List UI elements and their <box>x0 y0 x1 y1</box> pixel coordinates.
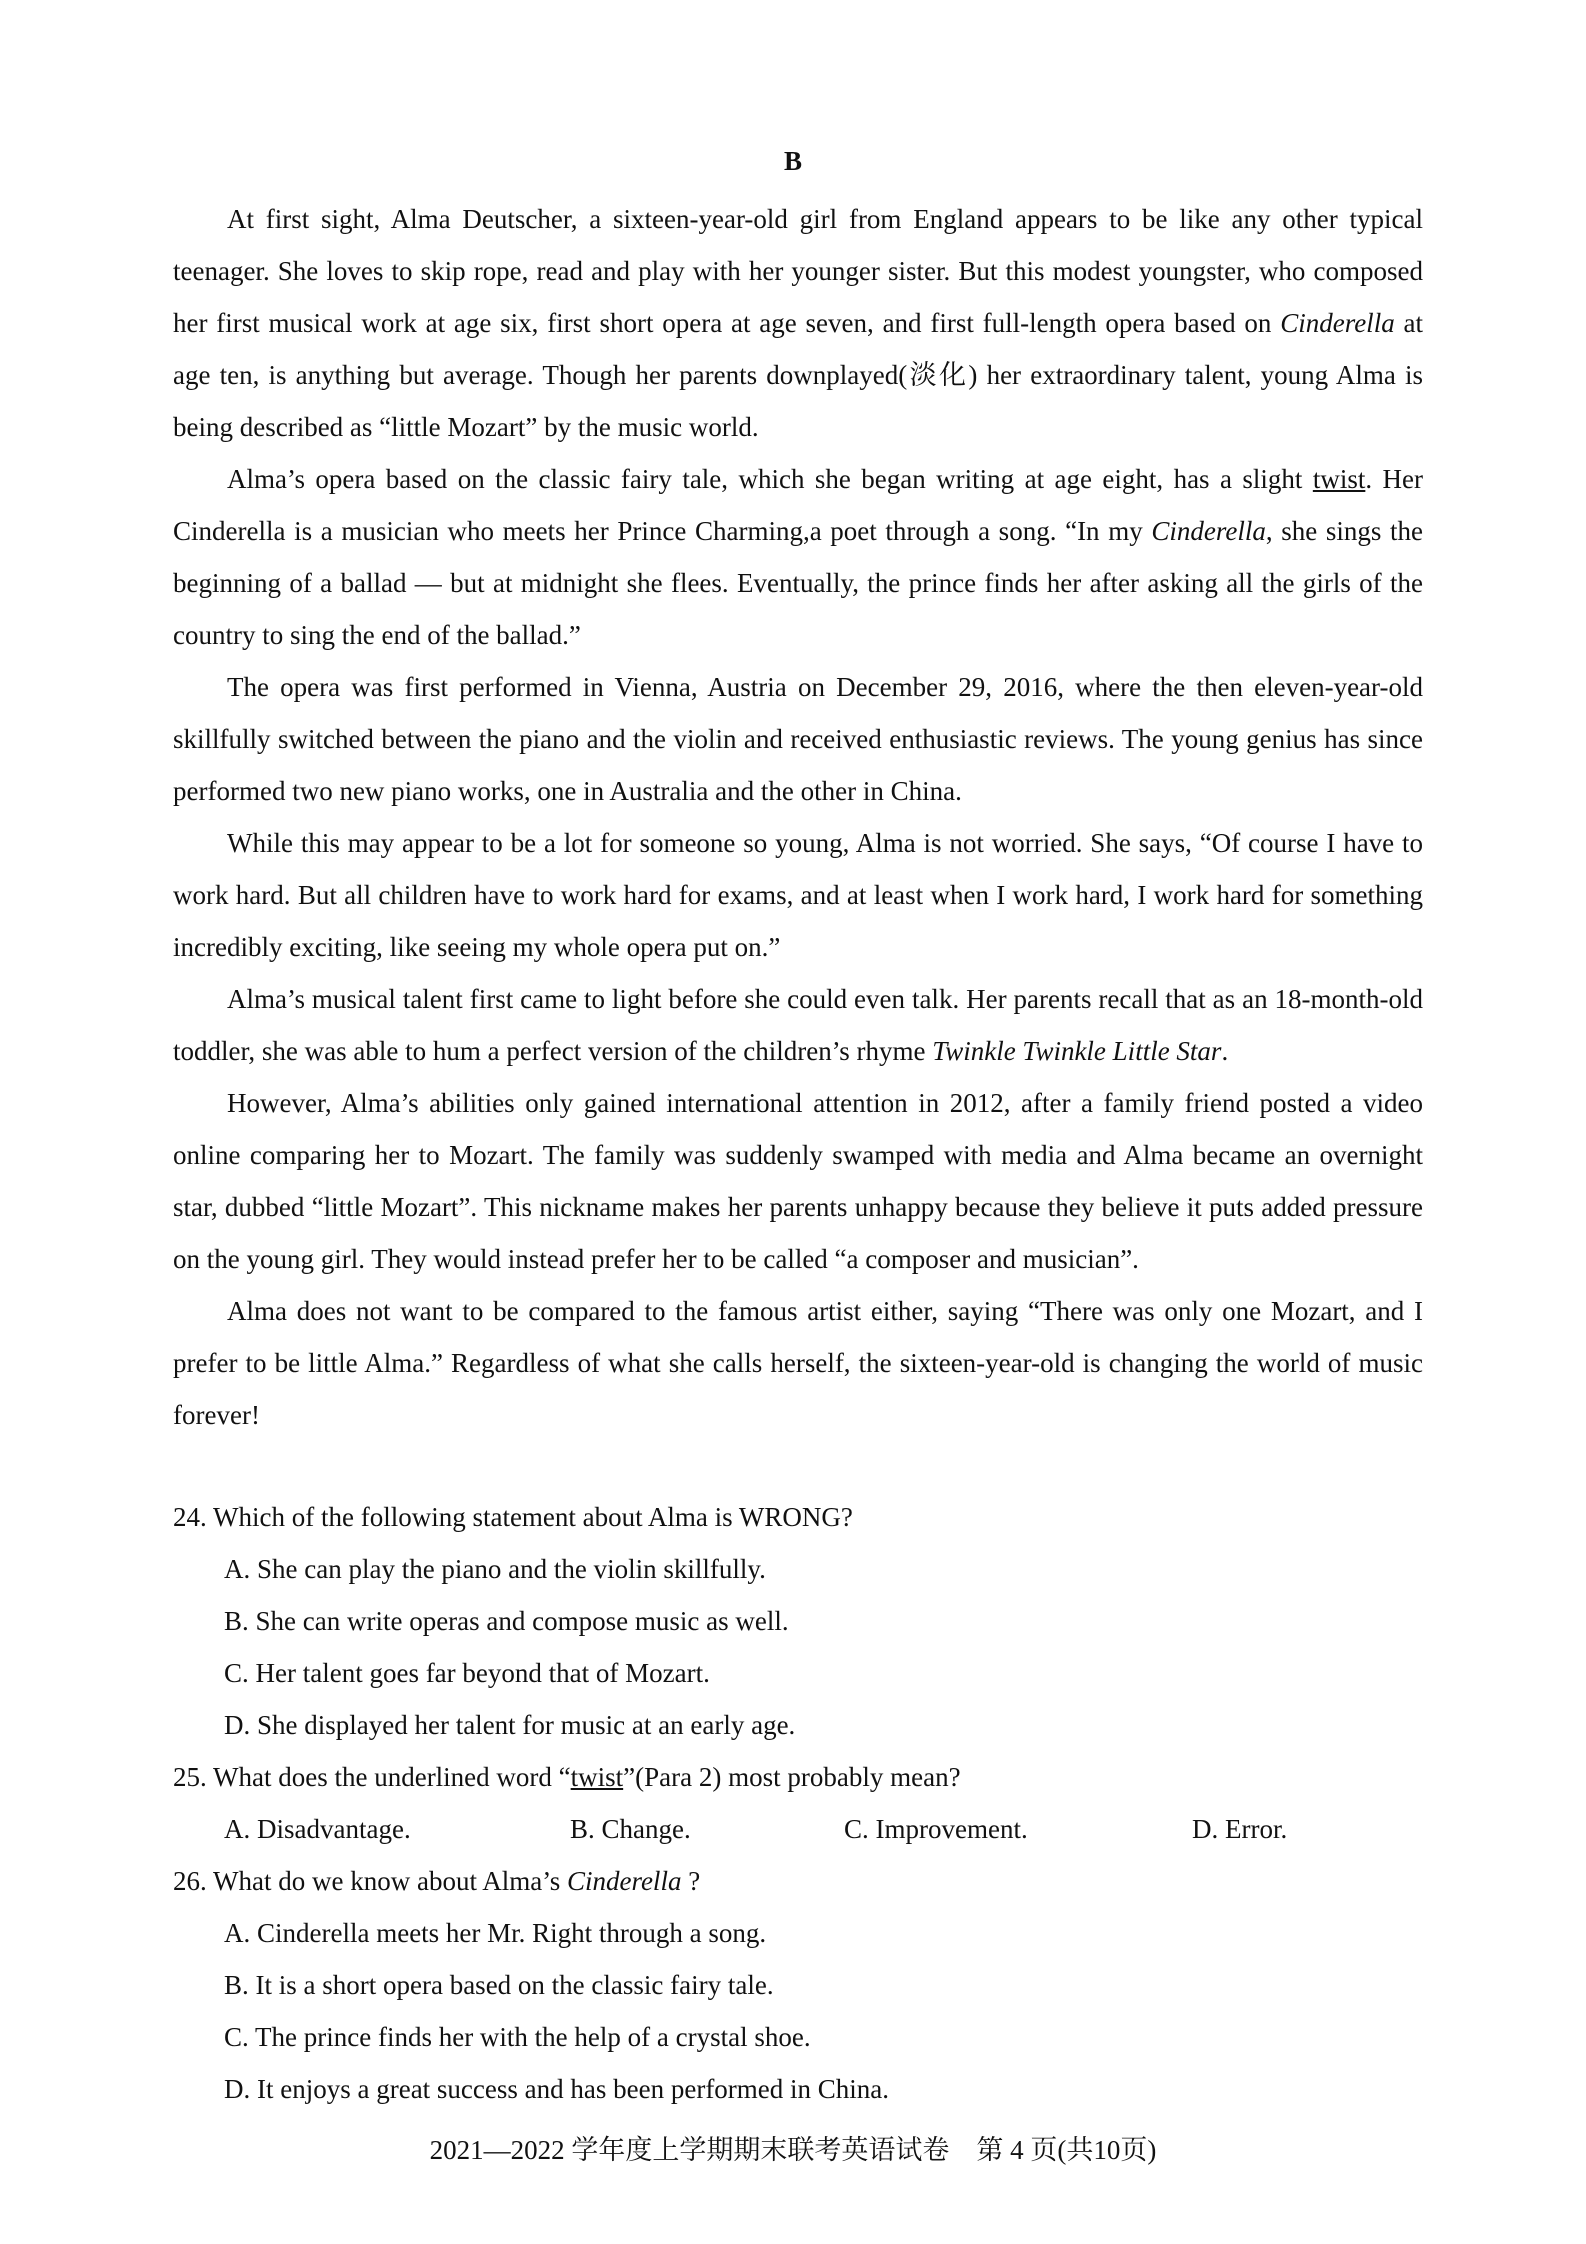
paragraph-text: , she sings the beginning of a ballad — but at midnight she flees. Eventually, the prince finds her after asking all the girls of the country to sing the end of the ballad.” <box>173 516 1423 650</box>
question-25-option-b: B. Change. <box>570 1814 691 1844</box>
section-title: B <box>783 146 802 176</box>
paragraph-text: . <box>1221 1036 1229 1066</box>
paragraph-2 <box>173 453 1423 661</box>
question-24-option-c: C. Her talent goes far beyond that of Mozart. <box>224 1658 710 1688</box>
paragraph-text: Alma’s musical talent first came to light before she could even talk. Her parents recall that as an 18-month-old toddler, she was able to hum a perfect version of the children’s rhyme <box>173 984 1423 1066</box>
question-26-option-b: B. It is a short opera based on the classic fairy tale. <box>224 1970 774 2000</box>
underlined-word: twist <box>1312 464 1366 494</box>
question-25-option-d: D. Error. <box>1192 1814 1288 1844</box>
question-26-option-d: D. It enjoys a great success and has been performed in China. <box>224 2074 890 2104</box>
paragraph-text: At first sight, Alma Deutscher, a sixteen-year-old girl from England appears to be like any other typical teenager. She loves to skip rope, read and play with her younger sister. But this modest youngster, who composed her first musical work at age six, first short opera at age seven, and first full-length opera based on <box>173 204 1423 338</box>
page-footer: 2021—2022 学年度上学期期末联考英语试卷 第 4 页(共10页) <box>429 2135 1157 2165</box>
question-24-option-b: B. She can write operas and compose music as well. <box>224 1606 789 1636</box>
question-25-option-c: C. Improvement. <box>844 1814 1028 1844</box>
underlined-word: twist <box>570 1762 624 1792</box>
question-text: ? <box>681 1866 701 1896</box>
reading-passage <box>173 193 1423 1441</box>
question-24-option-a: A. She can play the piano and the violin skillfully. <box>224 1554 766 1584</box>
paragraph-6: However, Alma’s abilities only gained international attention in 2012, after a family friend posted a video online comparing her to Mozart. The family was suddenly swamped with media and Alma became an overnight star, dubbed “little Mozart”. This nickname makes her parents unhappy because they believe it puts added pressure on the young girl. They would instead prefer her to be called “a composer and musician”. <box>173 1088 1423 1274</box>
questions-section <box>173 1491 1423 2115</box>
paragraph-3: The opera was first performed in Vienna, Austria on December 29, 2016, where the then eleven-year-old skillfully switched between the piano and the violin and received enthusiastic reviews. The young genius has since performed two new piano works, one in Australia and the other in China. <box>173 672 1423 806</box>
question-24-stem: 24. Which of the following statement about Alma is WRONG? <box>173 1502 853 1532</box>
paragraph-5 <box>173 973 1423 1077</box>
paragraph-text: Alma’s opera based on the classic fairy tale, which she began writing at age eight, has a slight <box>227 464 1313 494</box>
question-26-option-c: C. The prince finds her with the help of a crystal shoe. <box>224 2022 811 2052</box>
question-25-options <box>173 1803 1423 1855</box>
question-26-stem <box>173 1855 1423 1907</box>
italic-title: Cinderella <box>1151 516 1266 546</box>
paragraph-4: While this may appear to be a lot for someone so young, Alma is not worried. She says, “Of course I have to work hard. But all children have to work hard for exams, and at least when I work hard, I work hard for something incredibly exciting, like seeing my whole opera put on.” <box>173 828 1423 962</box>
question-26-option-a: A. Cinderella meets her Mr. Right through a song. <box>224 1918 767 1948</box>
paragraph-1 <box>173 193 1423 453</box>
paragraph-7: Alma does not want to be compared to the famous artist either, saying “There was only one Mozart, and I prefer to be little Alma.” Regardless of what she calls herself, the sixteen-year-old is changing the world of music forever! <box>173 1296 1423 1430</box>
italic-title: Twinkle Twinkle Little Star <box>932 1036 1222 1066</box>
question-text: 26. What do we know about Alma’s <box>173 1866 567 1896</box>
italic-title: Cinderella <box>1280 308 1395 338</box>
question-25-stem <box>173 1751 1423 1803</box>
question-text: ”(Para 2) most probably mean? <box>623 1762 961 1792</box>
question-25-option-a: A. Disadvantage. <box>224 1814 411 1844</box>
paragraph-text: at age ten, is anything but average. Though her parents downplayed(淡化) her extraordinary talent, young Alma is being described as “little Mozart” by the music world. <box>173 308 1423 442</box>
paragraph-text: . Her Cinderella is a musician who meets her Prince Charming,a poet through a song. “In my <box>173 464 1423 546</box>
question-24-option-d: D. She displayed her talent for music at an early age. <box>224 1710 796 1740</box>
question-text: 25. What does the underlined word “ <box>173 1762 571 1792</box>
italic-title: Cinderella <box>566 1866 682 1896</box>
